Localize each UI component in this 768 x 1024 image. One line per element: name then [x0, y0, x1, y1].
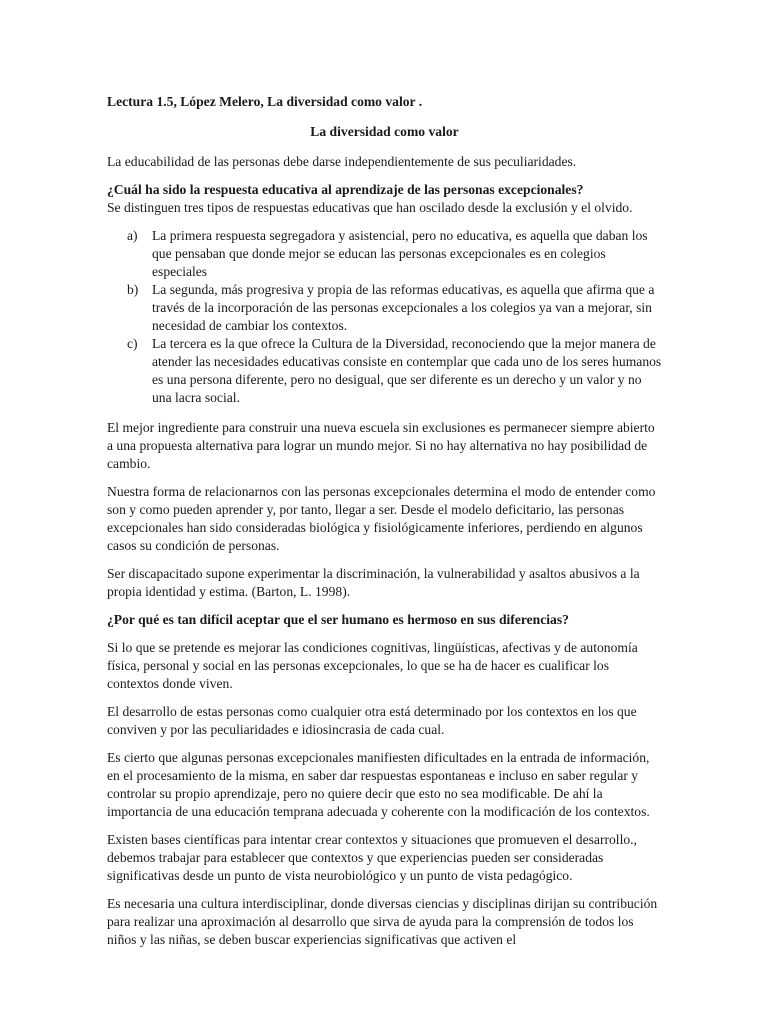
- answer-text: La tercera es la que ofrece la Cultura de la Diversidad, reconociendo que la mejor manera de atender las necesidades educativas consiste en contemplar que cada uno de los seres humanos es una persona diferente, pero no desigual, que ser diferente es un derecho y un valor y no una lacra social.: [152, 336, 662, 405]
- answer-item-c: [107, 335, 662, 407]
- answer-marker: c): [127, 336, 138, 351]
- reading-header: Lectura 1.5, López Melero, La diversidad como valor .: [107, 94, 423, 109]
- answer-list: [107, 227, 662, 407]
- document-title: La diversidad como valor: [310, 124, 459, 139]
- paragraph-8: Es necesaria una cultura interdisciplinar, donde diversas ciencias y disciplinas dirijan su contribución para realizar una aproximación al desarrollo que sirva de ayuda para la comprensión de todos los niños y las niñas, se deben buscar experiencias significativas que activen el: [107, 896, 658, 947]
- paragraph-6: Es cierto que algunas personas excepcionales manifiesten dificultades en la entrada de información, en el procesamiento de la misma, en saber dar respuestas espontaneas e incluso en saber regular y controlar su propio aprendizaje, pero no quiere decir que esto no sea modificable. De ahí la importancia de una educación temprana adecuada y coherente con la modificación de los contextos.: [107, 750, 650, 819]
- paragraph-4: Si lo que se pretende es mejorar las condiciones cognitivas, lingüísticas, afectivas y de autonomía física, personal y social en las personas excepcionales, lo que se ha de hacer es cualificar los contextos donde viven.: [107, 640, 638, 691]
- paragraph-7: Existen bases científicas para intentar crear contextos y situaciones que promueven el desarrollo., debemos trabajar para establecer que contextos y que experiencias pueden ser consideradas significativas desde un punto de vista neurobiológico y un punto de vista pedagógico.: [107, 832, 637, 883]
- question-1-subtitle: Se distinguen tres tipos de respuestas educativas que han oscilado desde la exclusión y el olvido.: [107, 200, 633, 215]
- document-page: [107, 93, 662, 959]
- paragraph-3: Ser discapacitado supone experimentar la discriminación, la vulnerabilidad y asaltos abusivos a la propia identidad y estima. (Barton, L. 1998).: [107, 566, 640, 599]
- answer-item-b: [107, 281, 662, 335]
- answer-text: La primera respuesta segregadora y asistencial, pero no educativa, es aquella que daban los que pensaban que donde mejor se educan las personas excepcionales es en colegios especiales: [152, 228, 648, 279]
- paragraph-1: El mejor ingrediente para construir una nueva escuela sin exclusiones es permanecer siempre abierto a una propuesta alternativa para lograr un mundo mejor. Si no hay alternativa no hay posibilidad de cambio.: [107, 420, 655, 471]
- paragraph-2: Nuestra forma de relacionarnos con las personas excepcionales determina el modo de entender como son y como pueden aprender y, por tanto, llegar a ser. Desde el modelo deficitario, las personas excepcionales han sido consideradas biológica y fisiológicamente inferiores, perdiendo en algunos casos su condición de personas.: [107, 484, 656, 553]
- intro-paragraph: La educabilidad de las personas debe darse independientemente de sus peculiaridades.: [107, 154, 577, 169]
- paragraph-5: El desarrollo de estas personas como cualquier otra está determinado por los contextos en los que conviven y por las peculiaridades e idiosincrasia de cada cual.: [107, 704, 637, 737]
- question-2: ¿Por qué es tan difícil aceptar que el ser humano es hermoso en sus diferencias?: [107, 612, 569, 627]
- answer-marker: a): [127, 228, 138, 243]
- answer-text: La segunda, más progresiva y propia de las reformas educativas, es aquella que afirma que a través de la incorporación de las personas excepcionales a los colegios ya van a mejorar, sin necesidad de cambiar los contextos.: [152, 282, 655, 333]
- answer-item-a: [107, 227, 662, 281]
- answer-marker: b): [127, 282, 139, 297]
- question-1: ¿Cuál ha sido la respuesta educativa al aprendizaje de las personas excepcionales?: [107, 182, 584, 197]
